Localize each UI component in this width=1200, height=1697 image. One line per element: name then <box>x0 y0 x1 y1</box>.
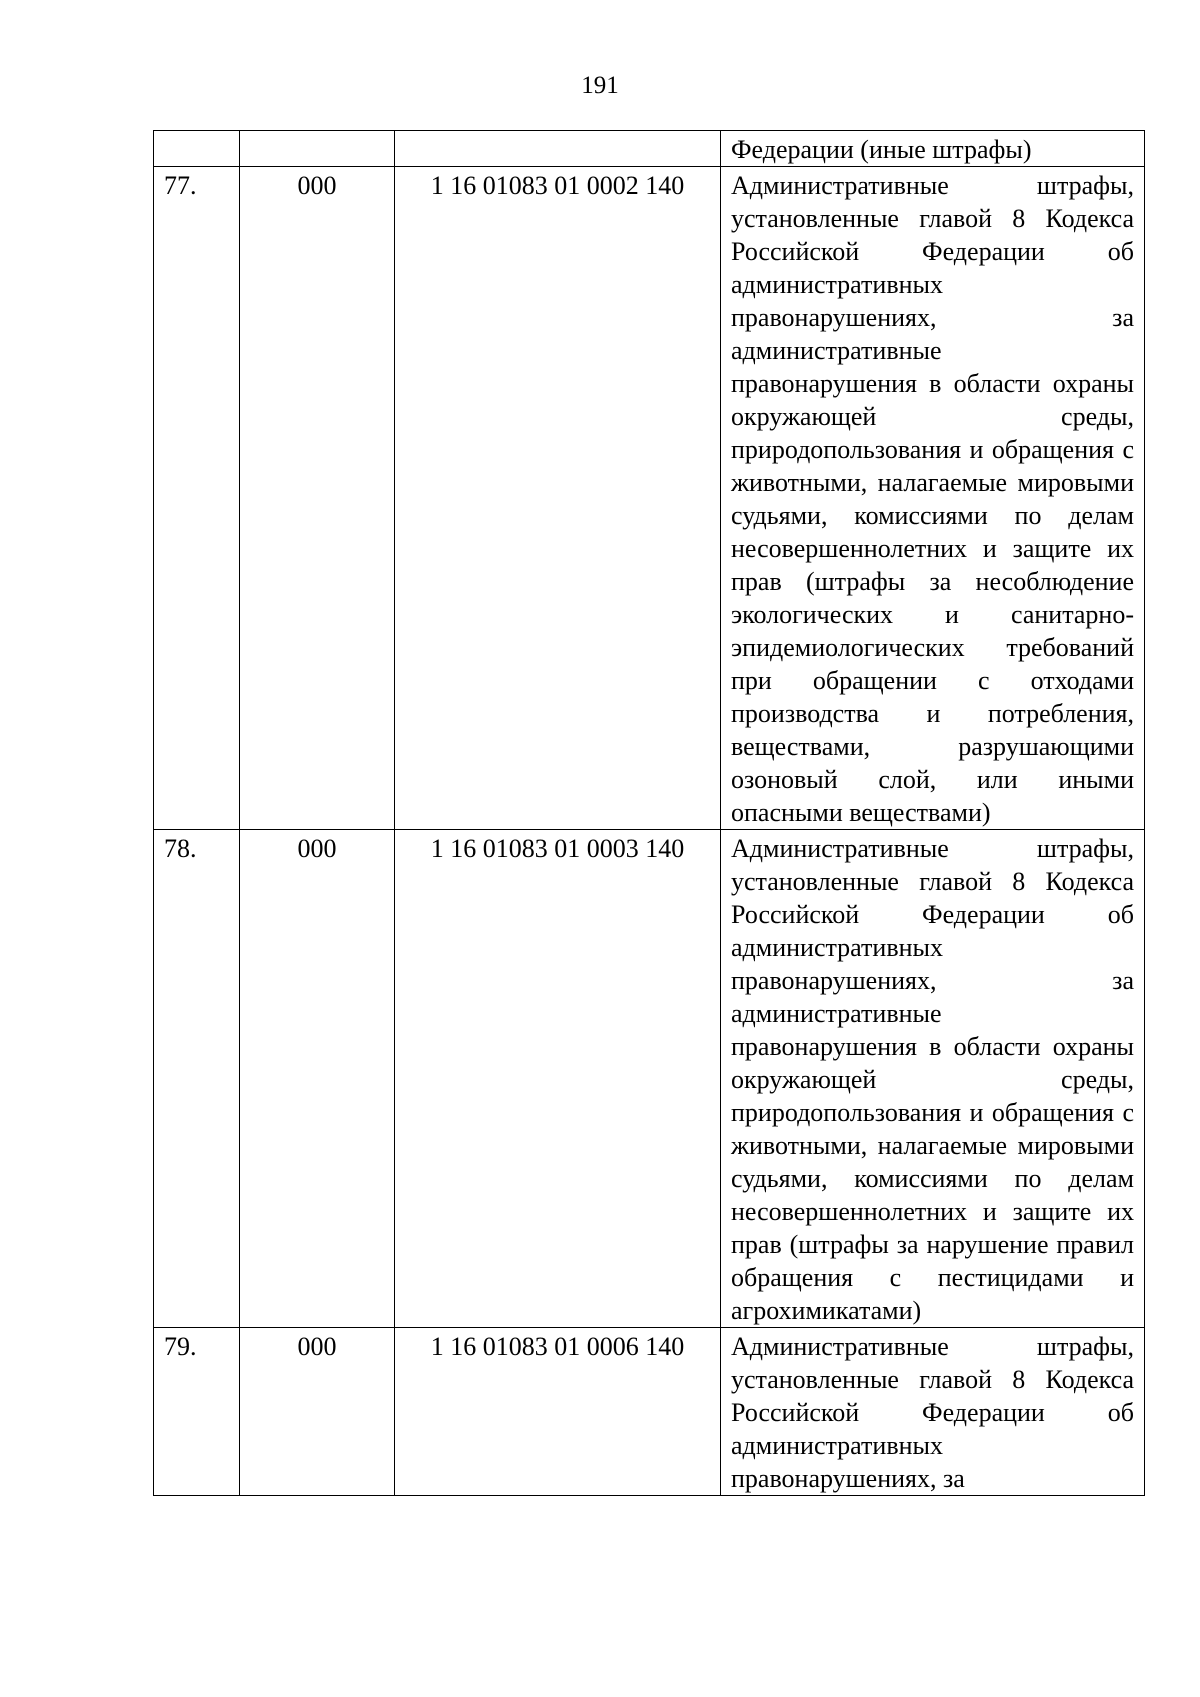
table-row <box>154 167 1145 830</box>
budget-codes-table <box>153 130 1145 1496</box>
row-number <box>154 131 240 167</box>
row-description <box>721 1328 1145 1496</box>
row-org-code: 000 <box>240 1328 395 1496</box>
row-description <box>721 167 1145 830</box>
row-org-code <box>240 131 395 167</box>
row-org-code: 000 <box>240 830 395 1328</box>
row-budget-code: 1 16 01083 01 0003 140 <box>395 830 721 1328</box>
row-description-text: Федерации (иные штрафы) <box>731 135 1032 164</box>
row-number: 79. <box>154 1328 240 1496</box>
row-description <box>721 830 1145 1328</box>
row-number: 78. <box>154 830 240 1328</box>
row-description-text: Административные штрафы, установленные главой 8 Кодекса Российской Федерации об административных правонарушениях, за <box>731 1332 1134 1493</box>
table-row-continued <box>154 131 1145 167</box>
row-description <box>721 131 1145 167</box>
row-budget-code <box>395 131 721 167</box>
row-budget-code: 1 16 01083 01 0006 140 <box>395 1328 721 1496</box>
page-number: 191 <box>581 72 619 99</box>
row-description-text: Административные штрафы, установленные главой 8 Кодекса Российской Федерации об административных правонарушениях, за административные правонарушения в области охраны окружающей среды, природопользования и обращения с животными, налагаемые мировыми судьями, комиссиями по делам несовершеннолетних и защите их прав (штрафы за нарушение правил обращения с пестицидами и агрохимикатами) <box>731 834 1134 1325</box>
row-org-code: 000 <box>240 167 395 830</box>
table-row <box>154 830 1145 1328</box>
table-row <box>154 1328 1145 1496</box>
row-number: 77. <box>154 167 240 830</box>
row-description-text: Административные штрафы, установленные главой 8 Кодекса Российской Федерации об административных правонарушениях, за административные правонарушения в области охраны окружающей среды, природопользования и обращения с животными, налагаемые мировыми судьями, комиссиями по делам несовершеннолетних и защите их прав (штрафы за несоблюдение экологических и санитарно-эпидемиологических требований при обращении с отходами производства и потребления, веществами, разрушающими озоновый слой, или иными опасными веществами) <box>731 171 1134 827</box>
row-budget-code: 1 16 01083 01 0002 140 <box>395 167 721 830</box>
